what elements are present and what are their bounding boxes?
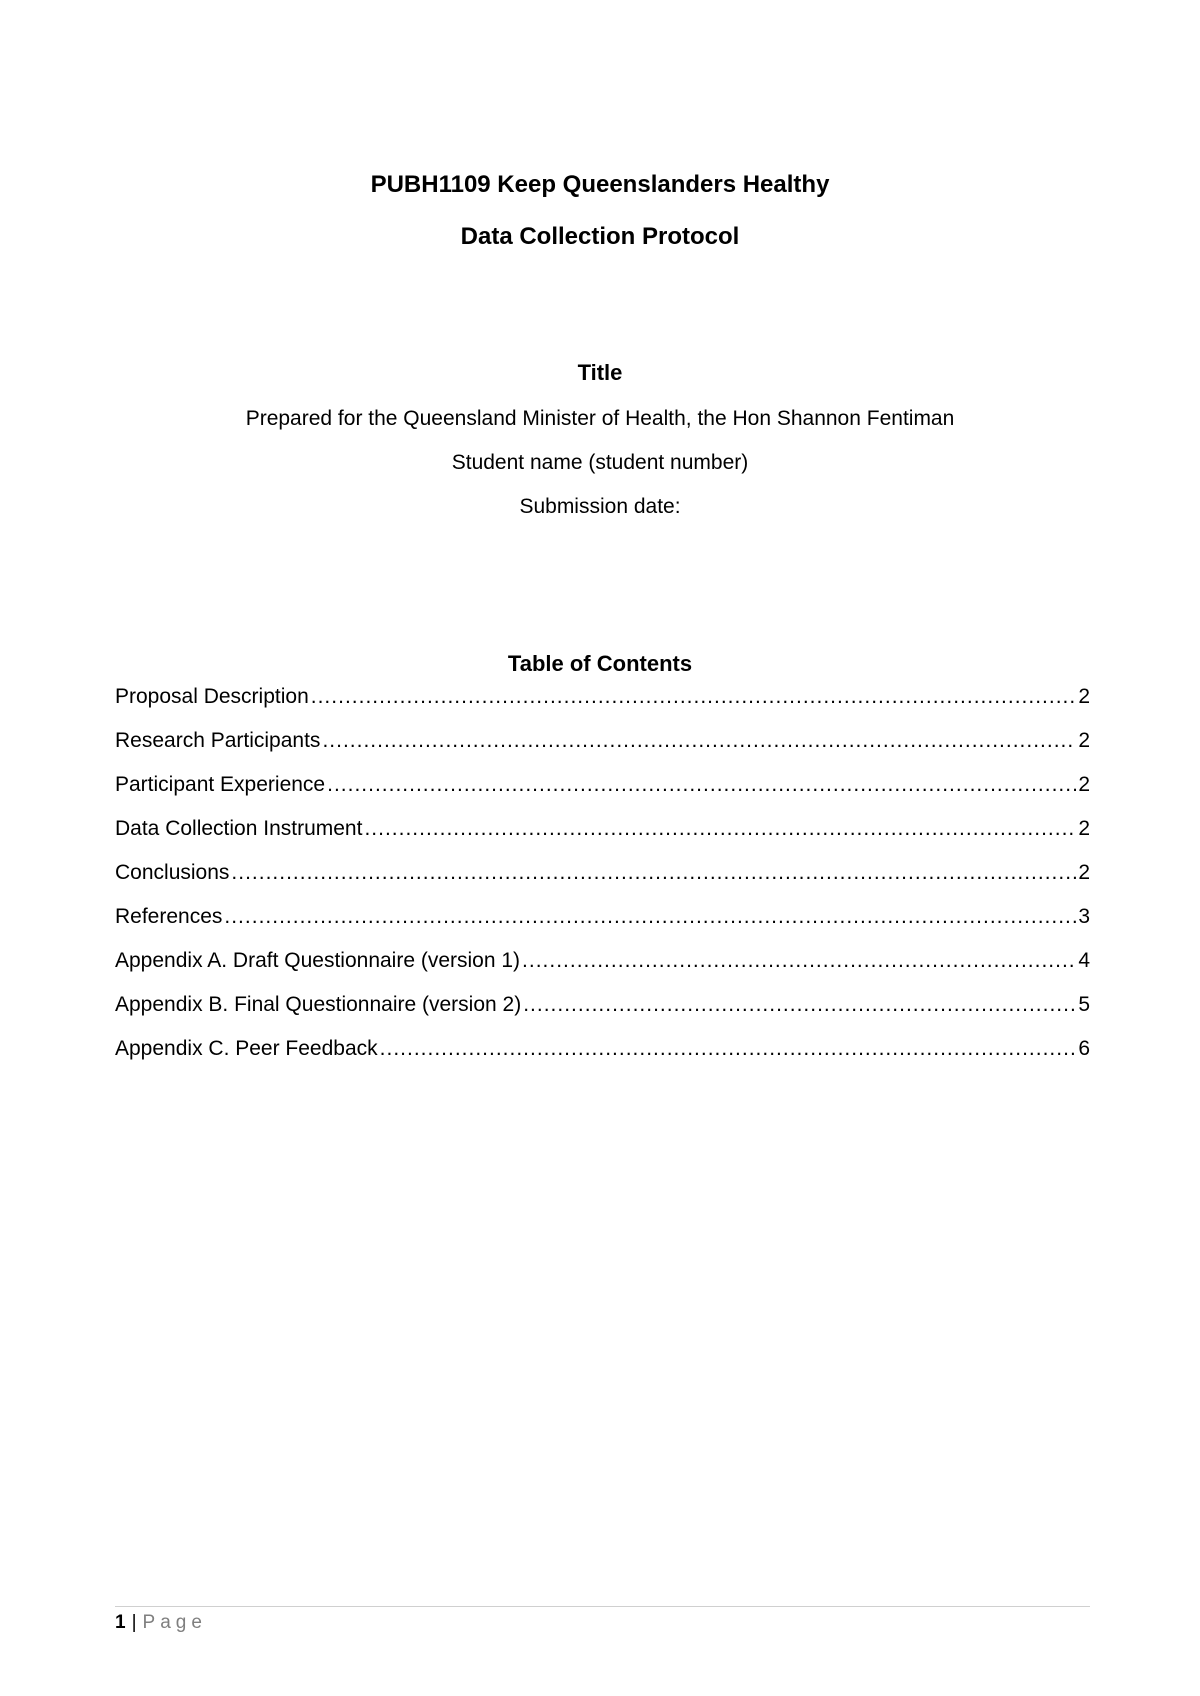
toc-entry-page: 3 — [1078, 905, 1090, 928]
toc-entry-page: 6 — [1078, 1037, 1090, 1060]
toc-entry-label: Research Participants — [115, 729, 321, 752]
toc-dot-leader — [380, 1035, 1077, 1063]
footer-page-word: Page — [142, 1612, 207, 1633]
toc-entry-label: Data Collection Instrument — [115, 817, 363, 840]
toc-entry-research-participants[interactable] — [115, 727, 1090, 771]
student-line: Student name (student number) — [451, 451, 749, 474]
toc-dot-leader — [322, 727, 1076, 755]
toc-dot-leader — [311, 683, 1077, 711]
toc-entry-page: 5 — [1078, 993, 1090, 1016]
toc-entry-appendix-c[interactable] — [115, 1035, 1090, 1079]
toc-entry-data-collection-instrument[interactable] — [115, 815, 1090, 859]
toc-entry-label: Appendix B. Final Questionnaire (version 2) — [115, 993, 522, 1016]
toc-entry-page: 2 — [1078, 861, 1090, 884]
toc-entry-appendix-a[interactable] — [115, 947, 1090, 991]
toc-entry-proposal-description[interactable] — [115, 683, 1090, 727]
toc-entry-page: 2 — [1078, 817, 1090, 840]
toc-heading: Table of Contents — [507, 651, 693, 676]
report-title-label: Title — [577, 360, 623, 385]
toc-dot-leader — [224, 903, 1076, 931]
toc-entry-label: Appendix A. Draft Questionnaire (version 1) — [115, 949, 521, 972]
toc-entry-label: References — [115, 905, 223, 928]
toc-entry-label: Proposal Description — [115, 685, 309, 708]
document-title: Data Collection Protocol — [460, 223, 740, 250]
toc-entry-label: Appendix C. Peer Feedback — [115, 1037, 378, 1060]
footer-divider — [115, 1606, 1090, 1607]
toc-entry-references[interactable] — [115, 903, 1090, 947]
page-footer — [115, 1610, 207, 1636]
footer-page-number: 1 — [115, 1612, 126, 1633]
toc-entry-label: Conclusions — [115, 861, 230, 884]
toc-dot-leader — [523, 991, 1076, 1019]
footer-separator: | — [131, 1612, 137, 1633]
toc-dot-leader — [327, 771, 1076, 799]
prepared-for-line: Prepared for the Queensland Minister of Health, the Hon Shannon Fentiman — [245, 407, 955, 430]
table-of-contents — [115, 683, 1090, 1079]
toc-entry-page: 4 — [1078, 949, 1090, 972]
toc-entry-participant-experience[interactable] — [115, 771, 1090, 815]
toc-entry-page: 2 — [1078, 685, 1090, 708]
toc-entry-label: Participant Experience — [115, 773, 326, 796]
toc-dot-leader — [364, 815, 1076, 843]
toc-dot-leader — [231, 859, 1076, 887]
toc-entry-page: 2 — [1078, 773, 1090, 796]
course-title: PUBH1109 Keep Queenslanders Healthy — [370, 171, 830, 198]
toc-entry-conclusions[interactable] — [115, 859, 1090, 903]
submission-date-line: Submission date: — [519, 495, 681, 518]
toc-entry-page: 2 — [1078, 729, 1090, 752]
toc-entry-appendix-b[interactable] — [115, 991, 1090, 1035]
toc-dot-leader — [522, 947, 1076, 975]
